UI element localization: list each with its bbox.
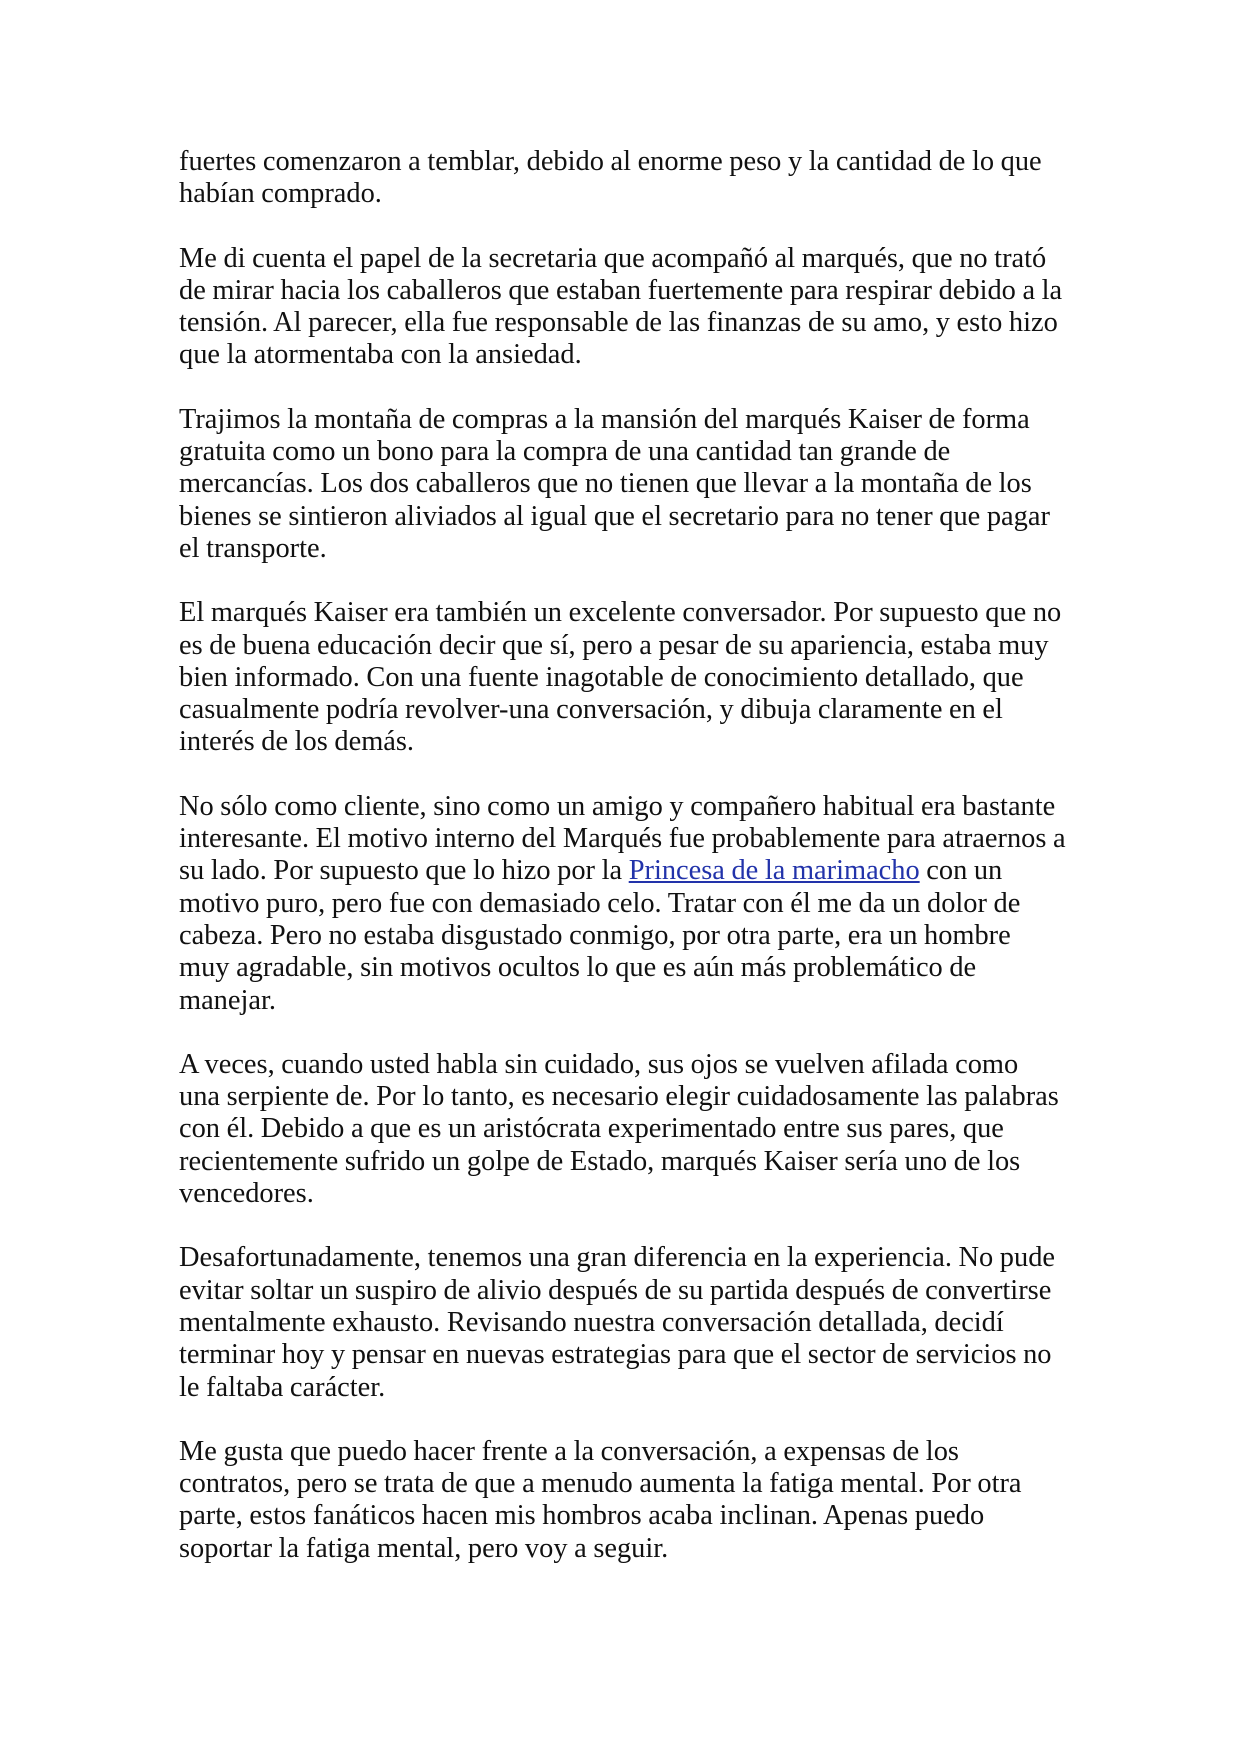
paragraph: fuertes comenzaron a temblar, debido al enorme peso y la cantidad de lo que habían comprado. [179, 146, 1042, 210]
paragraph-with-link [179, 791, 1079, 1017]
princesa-link[interactable]: Princesa de la marimacho [628, 855, 920, 887]
paragraph: Me di cuenta el papel de la secretaria que acompañó al marqués, que no trató de mirar hacia los caballeros que estaban fuertemente para respirar debido a la tensión. Al parecer, ella fue responsable de las finanzas de su amo, y esto hizo que la atormentaba con la ansiedad. [179, 242, 1063, 371]
paragraph-text-before-link: No sólo como cliente, sino como un amigo y compañero habitual era bastante interesante. El motivo interno del Marqués fue probablemente para atraernos a su lado. Por supuesto que lo hizo por la [179, 790, 1066, 887]
paragraph: Desafortunadamente, tenemos una gran diferencia en la experiencia. No pude evitar soltar un suspiro de alivio después de su partida después de convertirse mentalmente exhausto. Revisando nuestra conversación detallada, decidí terminar hoy y pensar en nuevas estrategias para que el sector de servicios no le faltaba carácter. [179, 1242, 1055, 1403]
paragraph: Me gusta que puedo hacer frente a la conversación, a expensas de los contratos, pero se trata de que a menudo aumenta la fatiga mental. Por otra parte, estos fanáticos hacen mis hombros acaba inclinan. Apenas puedo soportar la fatiga mental, pero voy a seguir. [179, 1435, 1022, 1564]
paragraph-text-after-link: con un motivo puro, pero fue con demasiado celo. Tratar con él me da un dolor de cabeza. Pero no estaba disgustado conmigo, por otra parte, era un hombre muy agradable, sin motivos ocultos lo que es aún más problemático de manejar. [179, 855, 1021, 1016]
paragraph: A veces, cuando usted habla sin cuidado, sus ojos se vuelven afilada como una serpiente de. Por lo tanto, es necesario elegir cuidadosamente las palabras con él. Debido a que es un aristócrata experimentado entre sus pares, que recientemente sufrido un golpe de Estado, marqués Kaiser sería uno de los vencedores. [179, 1048, 1059, 1210]
paragraph: Trajimos la montaña de compras a la mansión del marqués Kaiser de forma gratuita como un bono para la compra de una cantidad tan grande de mercancías. Los dos caballeros que no tienen que llevar a la montaña de los bienes se sintieron aliviados al igual que el secretario para no tener que pagar el transporte. [179, 403, 1050, 564]
paragraph: El marqués Kaiser era también un excelente conversador. Por supuesto que no es de buena educación decir que sí, pero a pesar de su apariencia, estaba muy bien informado. Con una fuente inagotable de conocimiento detallado, que casualmente podría revolver-una conversación, y dibuja claramente en el interés de los demás. [179, 597, 1062, 758]
document-page [179, 146, 1079, 1597]
